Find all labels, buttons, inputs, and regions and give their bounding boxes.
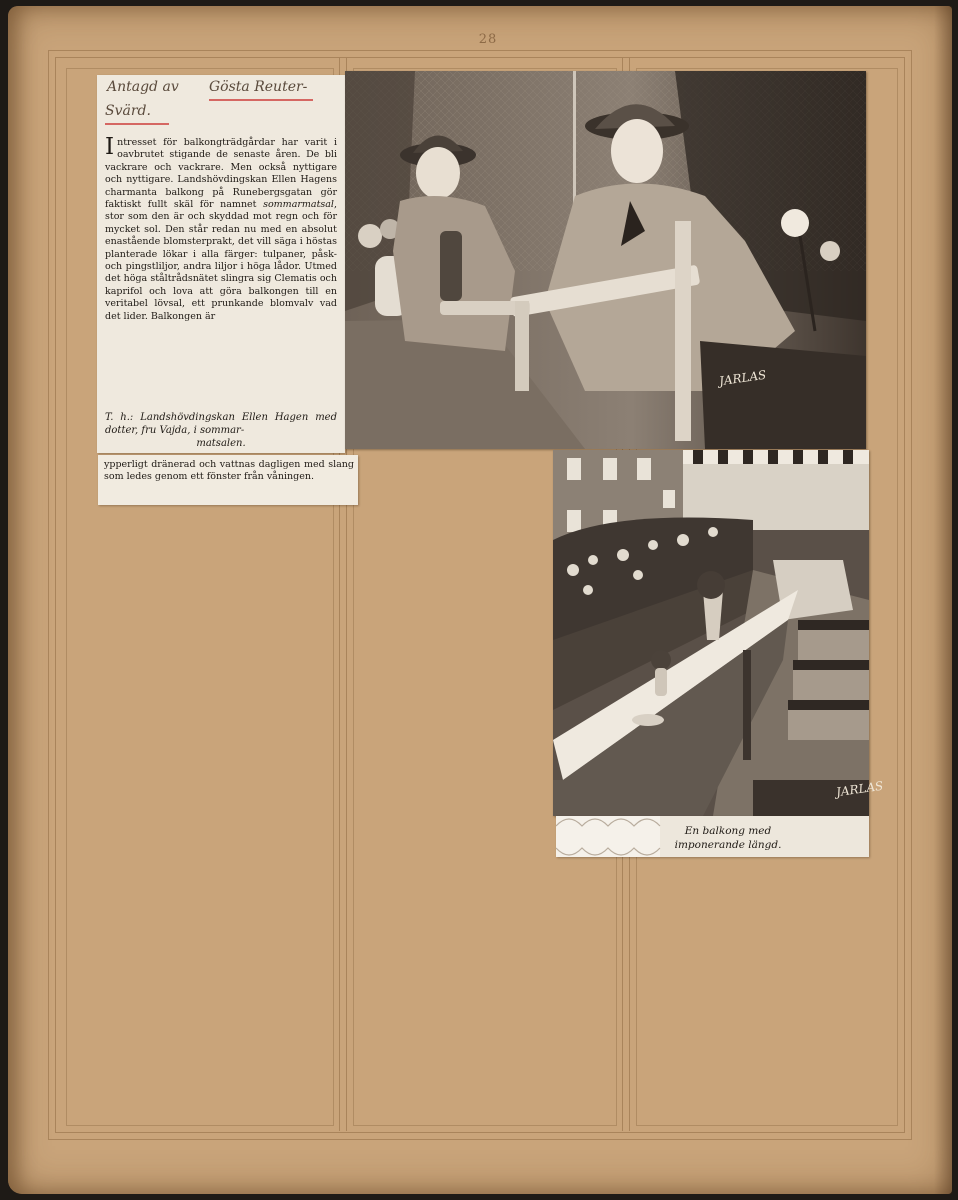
red-underline-2 bbox=[105, 123, 169, 125]
photographer-signature: JARLAS bbox=[718, 367, 768, 389]
caption-text: T. h.: Landshövdingskan Ellen Hagen med dotter, fru Vajda, i sommar- bbox=[105, 412, 337, 436]
handwritten-author: Gösta Reuter- bbox=[209, 79, 308, 95]
handwritten-note: Antagd av bbox=[107, 79, 179, 95]
article-continuation-clipping bbox=[98, 455, 358, 505]
caption-clipping-balcony bbox=[556, 816, 869, 857]
red-underline bbox=[209, 99, 313, 101]
caption-text-end: matsalen. bbox=[196, 438, 246, 449]
photo-women-illustration bbox=[345, 71, 866, 449]
article-text bbox=[105, 134, 337, 323]
article-body-end: , stor som den är och skyddad mot regn och för mycket sol. Den står redan nu med en absolut enastående blomsterprakt, det vill säga i höstas planterade lökar i alla färger: tulpaner, påsk- och pingstliljor, andra liljor i höga lådor. Utmed det höga ståltrådsnätet slingra sig Clematis och kaprifol och lova att göra balkongen till en veritabel lövsal, ett prunkande blomvalv vad det lider. Balkongen är bbox=[105, 199, 337, 322]
article-clipping bbox=[97, 75, 345, 453]
scallop-decoration bbox=[556, 816, 660, 857]
article-body-italic: sommarmatsal bbox=[263, 199, 334, 211]
photo-women-on-balcony bbox=[345, 71, 866, 449]
page-edge-shadow bbox=[934, 6, 952, 1194]
photo-balcony-illustration bbox=[553, 450, 869, 816]
handwritten-author-cont: Svärd. bbox=[105, 103, 151, 119]
drop-cap: I bbox=[105, 134, 115, 160]
article-body-start: ntresset för balkongträdgårdar har varit i oavbrutet stigande de senaste åren. De bli vackrare och vackrare. Men också nyttigare och nyttigare. Landshövdingskan Ellen Hagens charmanta balkong på Runebergsgatan gör faktiskt fullt skäl för namnet bbox=[105, 137, 337, 211]
photo-long-balcony bbox=[553, 450, 885, 816]
photo-caption-balcony: En balkong med imponerande längd. bbox=[674, 825, 782, 851]
photographer-signature-2: JARLAS bbox=[835, 778, 885, 800]
page-number: 28 bbox=[478, 32, 498, 47]
scalloped-edge bbox=[556, 816, 660, 857]
photo-caption-main bbox=[105, 411, 337, 450]
article-continuation: ypperligt dränerad och vattnas dagligen med slang som ledes genom ett fönster från våningen. bbox=[104, 459, 354, 483]
